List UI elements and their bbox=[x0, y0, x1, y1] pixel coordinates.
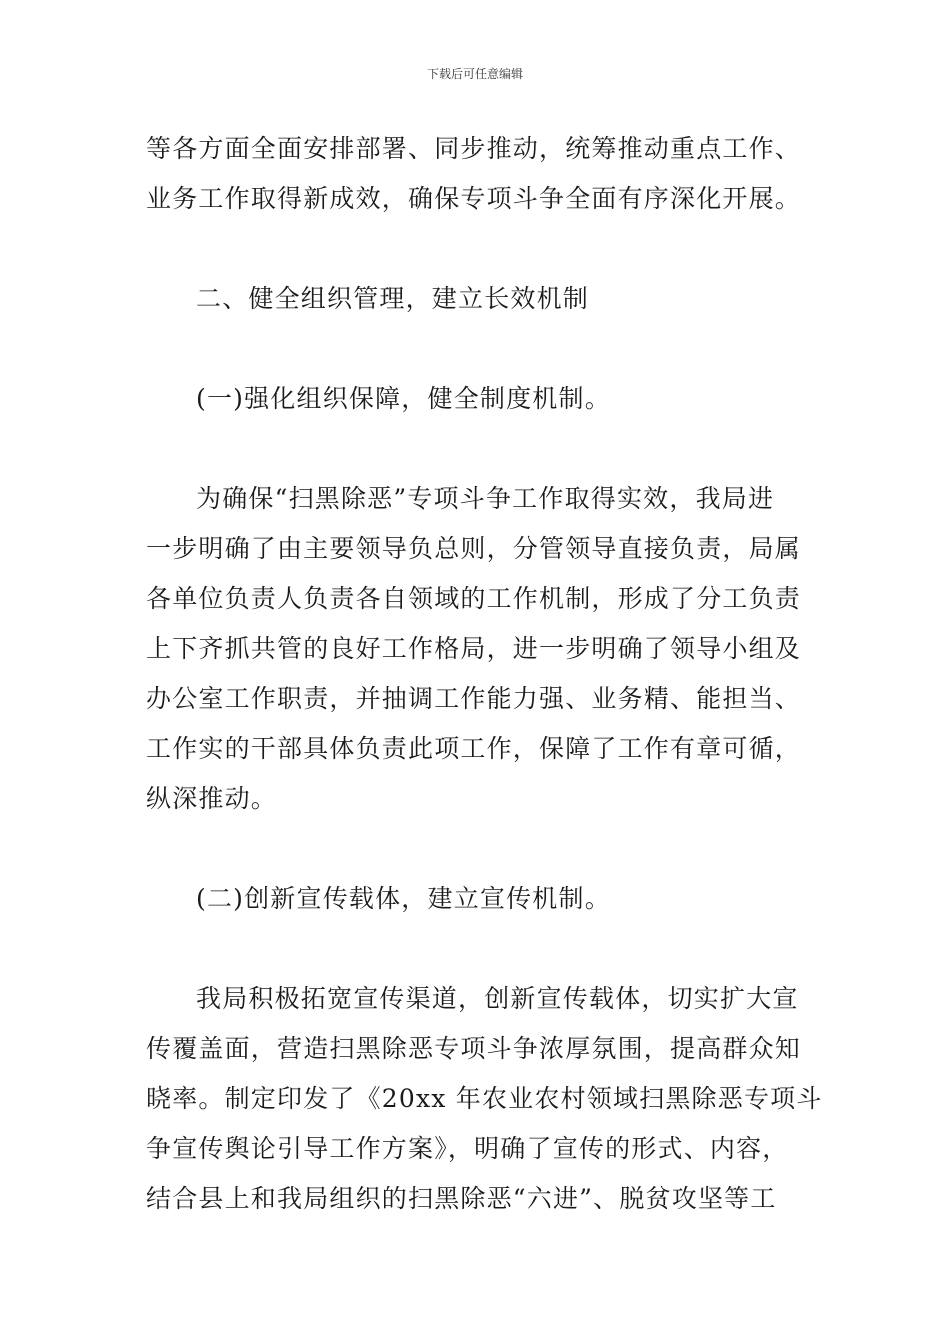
paragraph-gap bbox=[146, 827, 816, 877]
text-line: 办公室工作职责，并抽调工作能力强、业务精、能担当、 bbox=[146, 684, 802, 713]
paragraph-gap bbox=[146, 327, 816, 377]
text-line: 等各方面全面安排部署、同步推动，统筹推动重点工作、 bbox=[146, 134, 802, 163]
paragraph-gap bbox=[146, 227, 816, 277]
paragraph-continuation bbox=[146, 127, 816, 227]
page-header: 下载后可任意编辑 bbox=[426, 67, 523, 81]
paragraph-gap bbox=[146, 427, 816, 477]
subsection-heading: (一)强化组织保障，健全制度机制。 bbox=[196, 384, 611, 413]
text-line: 上下齐抓共管的良好工作格局，进一步明确了领导小组及 bbox=[146, 634, 802, 663]
section-heading: 二、健全组织管理，建立长效机制 bbox=[196, 284, 590, 313]
text-line: 各单位负责人负责各自领域的工作机制，形成了分工负责 bbox=[146, 584, 802, 613]
text-line: 传覆盖面，营造扫黑除恶专项斗争浓厚氛围，提高群众知 bbox=[146, 1034, 802, 1063]
text-line: 我局积极拓宽宣传渠道，创新宣传载体，切实扩大宣 bbox=[196, 984, 799, 1013]
text-line: 晓率。制定印发了《20xx 年农业农村领域扫黑除恶专项斗 bbox=[146, 1084, 823, 1113]
text-line: 一步明确了由主要领导负总则，分管领导直接负责，局属 bbox=[146, 534, 802, 563]
paragraph bbox=[146, 477, 816, 827]
text-line: 纵深推动。 bbox=[146, 784, 278, 813]
document-body bbox=[146, 127, 823, 1227]
text-line: 工作实的干部具体负责此项工作，保障了工作有章可循， bbox=[146, 734, 802, 763]
paragraph-gap bbox=[146, 927, 816, 977]
text-line: 业务工作取得新成效，确保专项斗争全面有序深化开展。 bbox=[146, 184, 802, 213]
text-line: 为确保“扫黑除恶”专项斗争工作取得实效，我局进 bbox=[196, 484, 775, 513]
paragraph bbox=[146, 977, 823, 1227]
subsection-heading: (二)创新宣传载体，建立宣传机制。 bbox=[196, 884, 611, 913]
text-line: 结合县上和我局组织的扫黑除恶“六进”、脱贫攻坚等工 bbox=[146, 1184, 777, 1213]
text-line: 争宣传舆论引导工作方案》，明确了宣传的形式、内容， bbox=[146, 1134, 789, 1163]
